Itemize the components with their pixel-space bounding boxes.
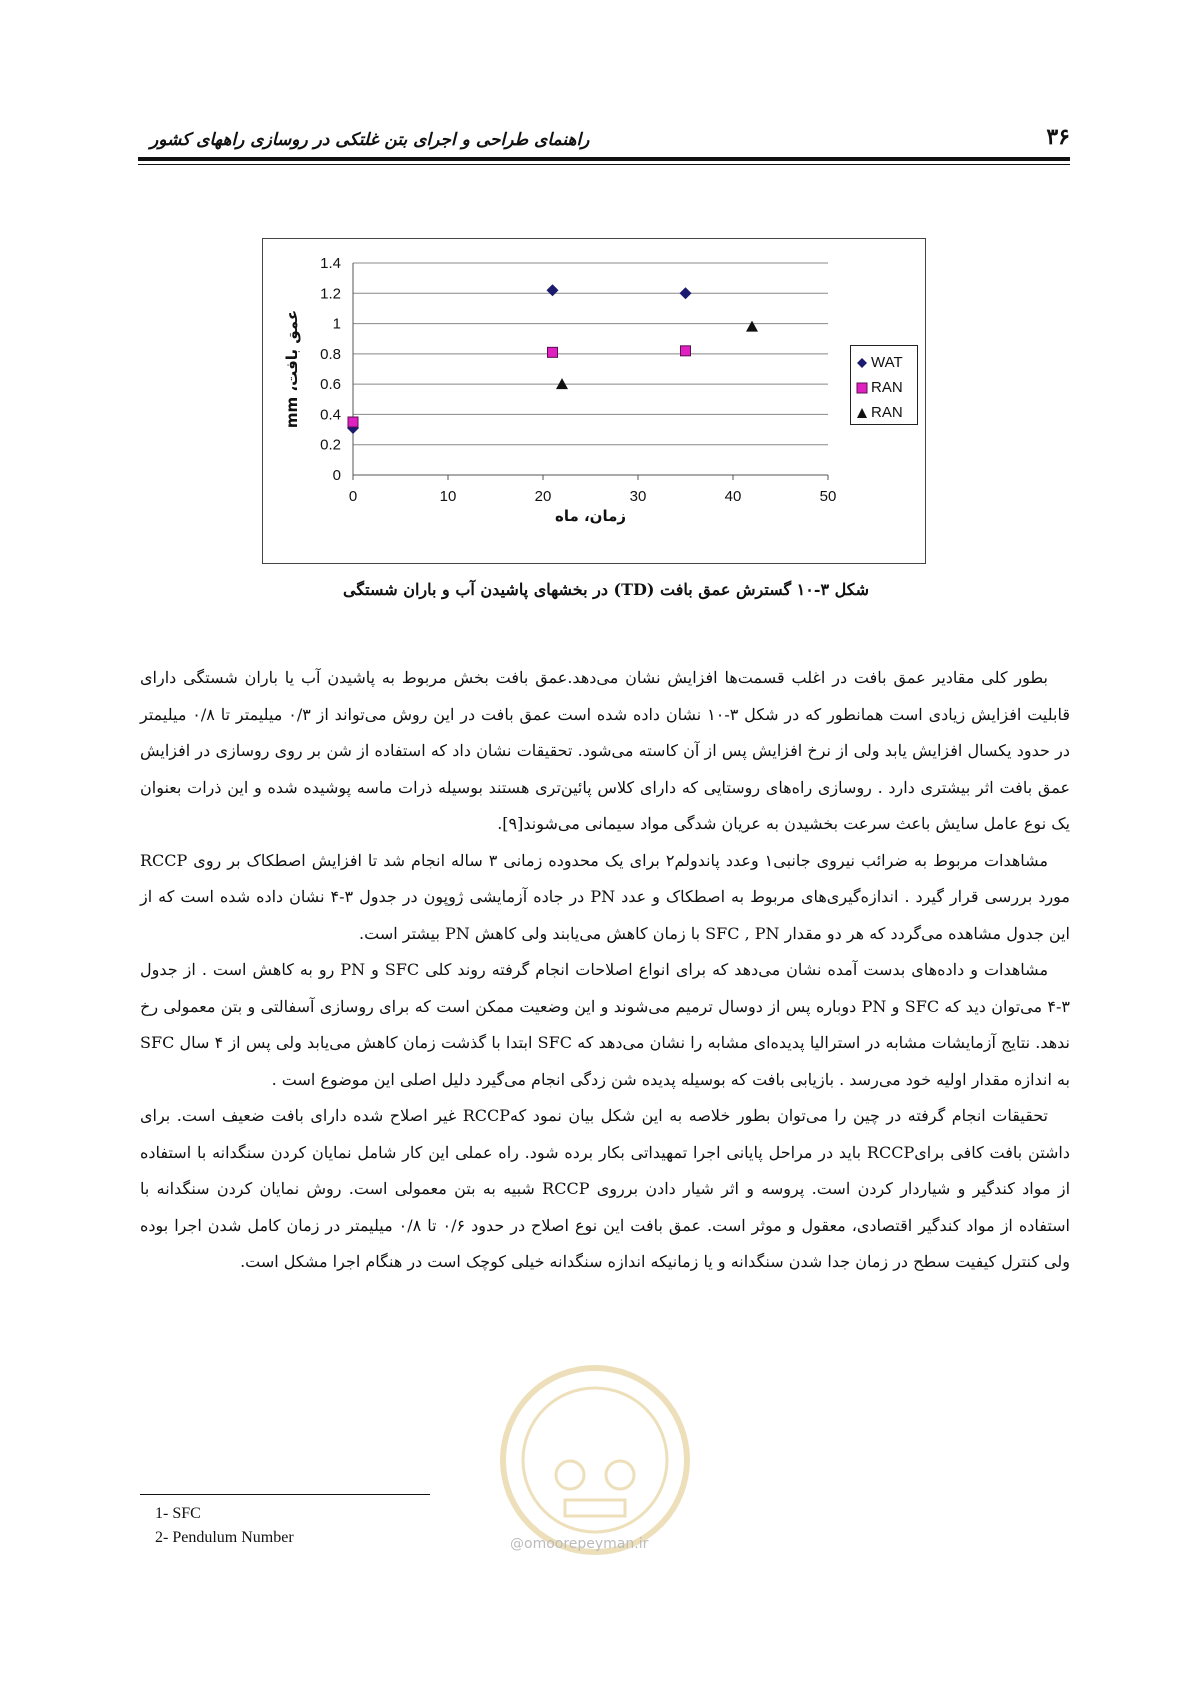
body-text xyxy=(140,660,1070,1281)
y-axis-title: عمق بافت، mm xyxy=(283,309,301,429)
legend-label: RAN xyxy=(871,379,903,396)
y-tick-label: 0.8 xyxy=(320,345,341,363)
y-tick-label: 0 xyxy=(332,467,341,484)
paragraph-4: تحقیقات انجام گرفته در چین را می‌توان بطور خلاصه به این شکل بیان نمود کهRCCP غیر اصلاح شده دارای بافت ضعیف است. برای داشتن بافت کافی برایRCCP باید در مراحل پایانی اجرا تمهیداتی بکار برده شود. راه عملی این کار شامل نمایان کردن سنگدانه با استفاده از مواد کندگیر و شیاردار کردن است. پروسه و اثر شیار دادن برروی RCCP شبیه به بتن معمولی است. روش نمایان کردن سنگدانه با استفاده از مواد کندگیر اقتصادی، معقول و موثر است. عمق بافت این نوع اصلاح در حدود ۰/۶ تا ۰/۸ میلیمتر در زمان کامل شدن اجرا بوده ولی کنترل کیفیت سطح در زمان جدا شدن سنگدانه و یا زمانیکه اندازه سنگدانه خیلی کوچک است در هنگام اجرا مشکل است. xyxy=(140,1106,1071,1271)
x-tick-label: 30 xyxy=(629,488,647,505)
paragraph-3: مشاهدات و داده‌های بدست آمده نشان می‌دهد که برای انواع اصلاحات انجام گرفته روند کلی SFC و PN رو به کاهش است . از جدول ۳-۴ می‌توان دید که SFC و PN دوباره پس از دوسال ترمیم می‌شوند و این وضعیت ممکن است که برای روسازی آسفالتی و بتن معمولی رخ ندهد. نتایج آزمایشات مشابه در استرالیا پدیده‌ای مشابه را نشان می‌دهد که SFC ابتدا با گذشت زمان کاهش می‌یابد ولی پس از ۴ سال SFC به اندازه مقدار اولیه خود می‌رسد . بازیابی بافت که بوسیله پدیده شن زدگی انجام می‌گیرد دلیل اصلی این موضوع است . xyxy=(140,960,1071,1089)
header-rule-thin xyxy=(138,164,1070,165)
figure-caption: شکل ۳-۱۰ گسترش عمق بافت (TD) در بخشهای پاشیدن آب و باران شستگی xyxy=(342,580,870,599)
legend-label: WAT xyxy=(871,354,903,371)
data-point-square xyxy=(681,346,691,356)
footnote-1: 1- SFC xyxy=(155,1505,201,1522)
data-point-square xyxy=(348,417,358,427)
x-tick-label: 50 xyxy=(819,488,837,505)
footnote-2: 2- Pendulum Number xyxy=(155,1529,294,1546)
x-tick-label: 20 xyxy=(534,488,552,505)
data-point-square xyxy=(548,347,558,357)
watermark-url: @omoorepeyman.ir xyxy=(510,1536,649,1552)
x-tick-label: 40 xyxy=(724,488,742,505)
footnote-rule xyxy=(140,1494,430,1495)
legend-label: RAN xyxy=(871,404,903,421)
page-header xyxy=(138,118,1070,158)
paragraph-1: بطور کلی مقادیر عمق بافت در اغلب قسمت‌ها افزایش نشان می‌دهد.عمق بافت بخش مربوط به پاشیدن آب یا باران شستگی دارای قابلیت افزایش زیادی است همانطور که در شکل ۳-۱۰ نشان داده شده است عمق بافت در این روش می‌تواند از ۰/۳ میلیمتر تا ۰/۸ میلیمتر در حدود یکسال افزایش یابد ولی از نرخ افزایش پس از آن کاسته می‌شود. تحقیقات نشان داد که استفاده از شن بر روی روسازی در افزایش عمق بافت اثر بیشتری دارد . روسازی راه‌های روستایی که دارای کلاس پائین‌تری هستند بوسیله ذرات ماسه پوشیده شده و این ذرات بعنوان یک نوع عامل سایش باعث سرعت بخشیدن به عریان شدگی مواد سیمانی می‌شوند[۹]. xyxy=(140,668,1071,833)
y-tick-label: 0.6 xyxy=(320,376,341,394)
legend-entry xyxy=(856,375,917,400)
x-tick-label: 10 xyxy=(439,488,457,505)
watermark-stamp xyxy=(495,1360,695,1560)
legend-triangle-icon xyxy=(856,407,868,419)
x-tick-label: 0 xyxy=(348,488,358,505)
chart-legend xyxy=(850,345,918,425)
legend-square-icon xyxy=(856,382,868,394)
header-rule-thick xyxy=(138,157,1070,161)
paragraph-2: مشاهدات مربوط به ضرائب نیروی جانبی۱ وعدد پاندولم۲ برای یک محدوده زمانی ۳ ساله انجام شد تا افزایش اصطکاک بر روی RCCP مورد بررسی قرار گیرد . اندازه‌گیری‌های مربوط به اصطکاک و عدد PN در جاده آزمایشی ژوپون در جدول ۳-۴ نشان داده شده است که از این جدول مشاهده می‌گردد که هر دو مقدار SFC , PN با زمان کاهش می‌یابند ولی کاهش PN بیشتر است. xyxy=(140,850,1071,943)
y-tick-label: 0.4 xyxy=(320,406,341,424)
legend-diamond-icon xyxy=(856,357,868,369)
running-title: راهنمای طراحی و اجرای بتن غلتکی در روسازی راههای کشور xyxy=(150,130,590,150)
footnotes xyxy=(155,1502,294,1550)
legend-entry xyxy=(856,400,917,425)
y-tick-label: 1.2 xyxy=(320,285,341,303)
legend-entry xyxy=(856,350,917,375)
page-number: ۳۶ xyxy=(1046,124,1070,150)
figure-chart xyxy=(262,238,926,564)
y-tick-label: 0.2 xyxy=(320,436,341,454)
data-point-triangle xyxy=(746,321,758,332)
data-point-diamond xyxy=(680,287,692,299)
x-axis-title: زمان، ماه xyxy=(554,507,627,525)
y-tick-label: 1.4 xyxy=(320,255,341,272)
y-tick-label: 1 xyxy=(332,315,341,333)
scatter-chart xyxy=(263,239,925,563)
data-point-diamond xyxy=(547,284,559,296)
